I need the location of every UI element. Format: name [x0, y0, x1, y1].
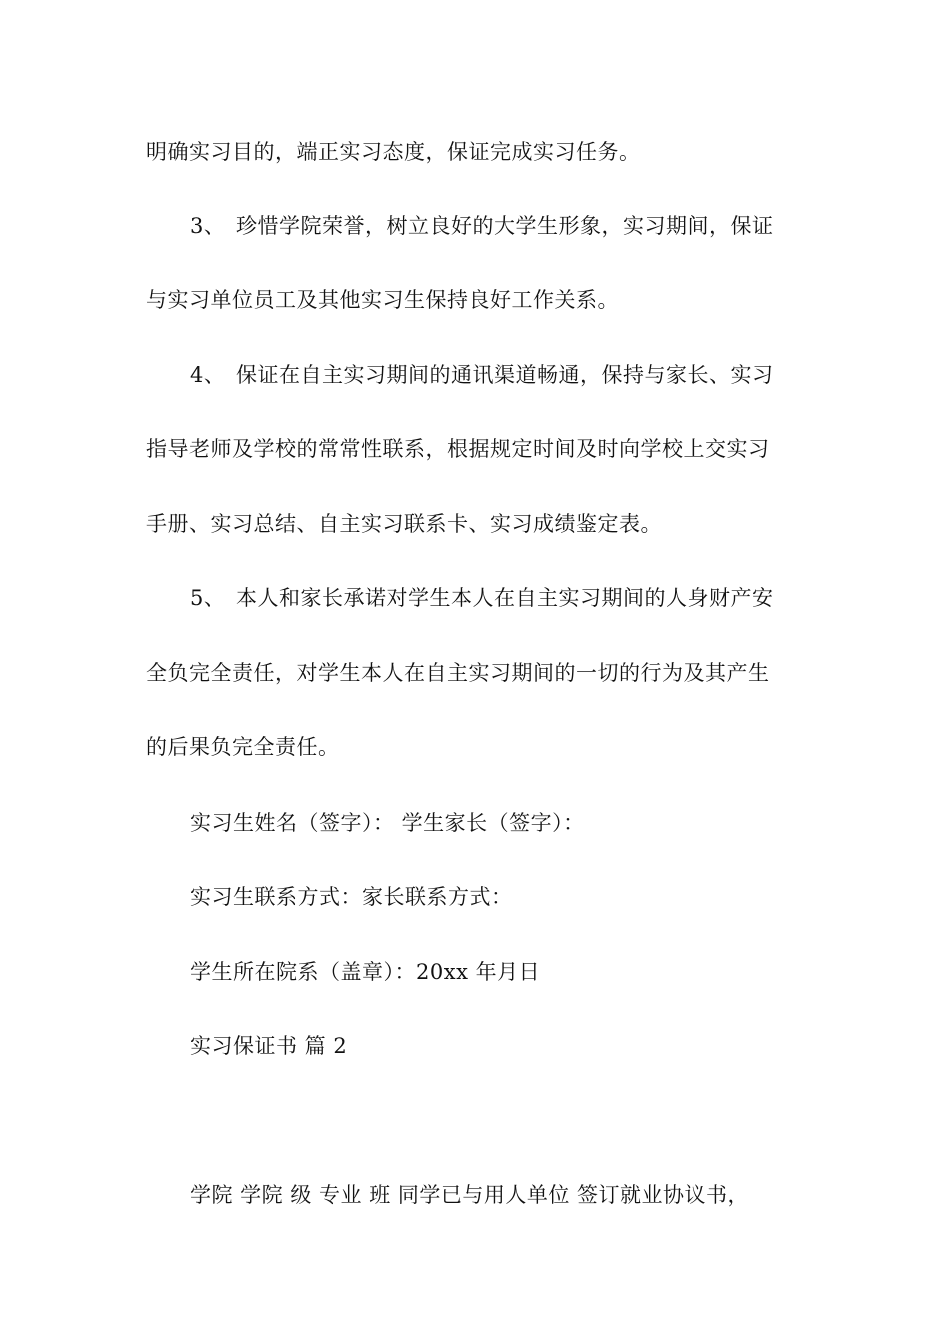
paragraph-line: 的后果负完全责任。 — [146, 735, 340, 759]
numbered-item-3 — [190, 212, 774, 240]
paragraph-line: 明确实习目的，端正实习态度，保证完成实习任务。 — [146, 140, 641, 164]
paragraph-line: 指导老师及学校的常常性联系，根据规定时间及时向学校上交实习 — [146, 437, 770, 461]
section-heading: 实习保证书 篇 2 — [190, 1034, 348, 1058]
paragraph-line: 手册、实习总结、自主实习联系卡、实习成绩鉴定表。 — [146, 512, 662, 536]
paragraph-line: 全负完全责任，对学生本人在自主实习期间的一切的行为及其产生 — [146, 661, 770, 685]
item-text: 保证在自主实习期间的通讯渠道畅通，保持与家长、实习 — [236, 363, 774, 387]
numbered-item-5 — [190, 584, 774, 612]
item-number: 4、 — [190, 363, 226, 387]
item-number: 3、 — [190, 214, 226, 238]
numbered-item-4 — [190, 361, 774, 389]
contact-line: 实习生联系方式：家长联系方式： — [190, 885, 513, 909]
item-number: 5、 — [190, 586, 226, 610]
seal-date-line: 学生所在院系（盖章）：20xx 年月日 — [190, 960, 541, 984]
paragraph-line: 与实习单位员工及其他实习生保持良好工作关系。 — [146, 288, 619, 312]
paragraph-line: 学院 学院 级 专业 班 同学已与用人单位 签订就业协议书， — [190, 1183, 750, 1207]
item-text: 本人和家长承诺对学生本人在自主实习期间的人身财产安 — [236, 586, 774, 610]
item-text: 珍惜学院荣誉，树立良好的大学生形象，实习期间，保证 — [236, 214, 774, 238]
signature-line: 实习生姓名（签字）： 学生家长（签字）： — [190, 811, 585, 835]
